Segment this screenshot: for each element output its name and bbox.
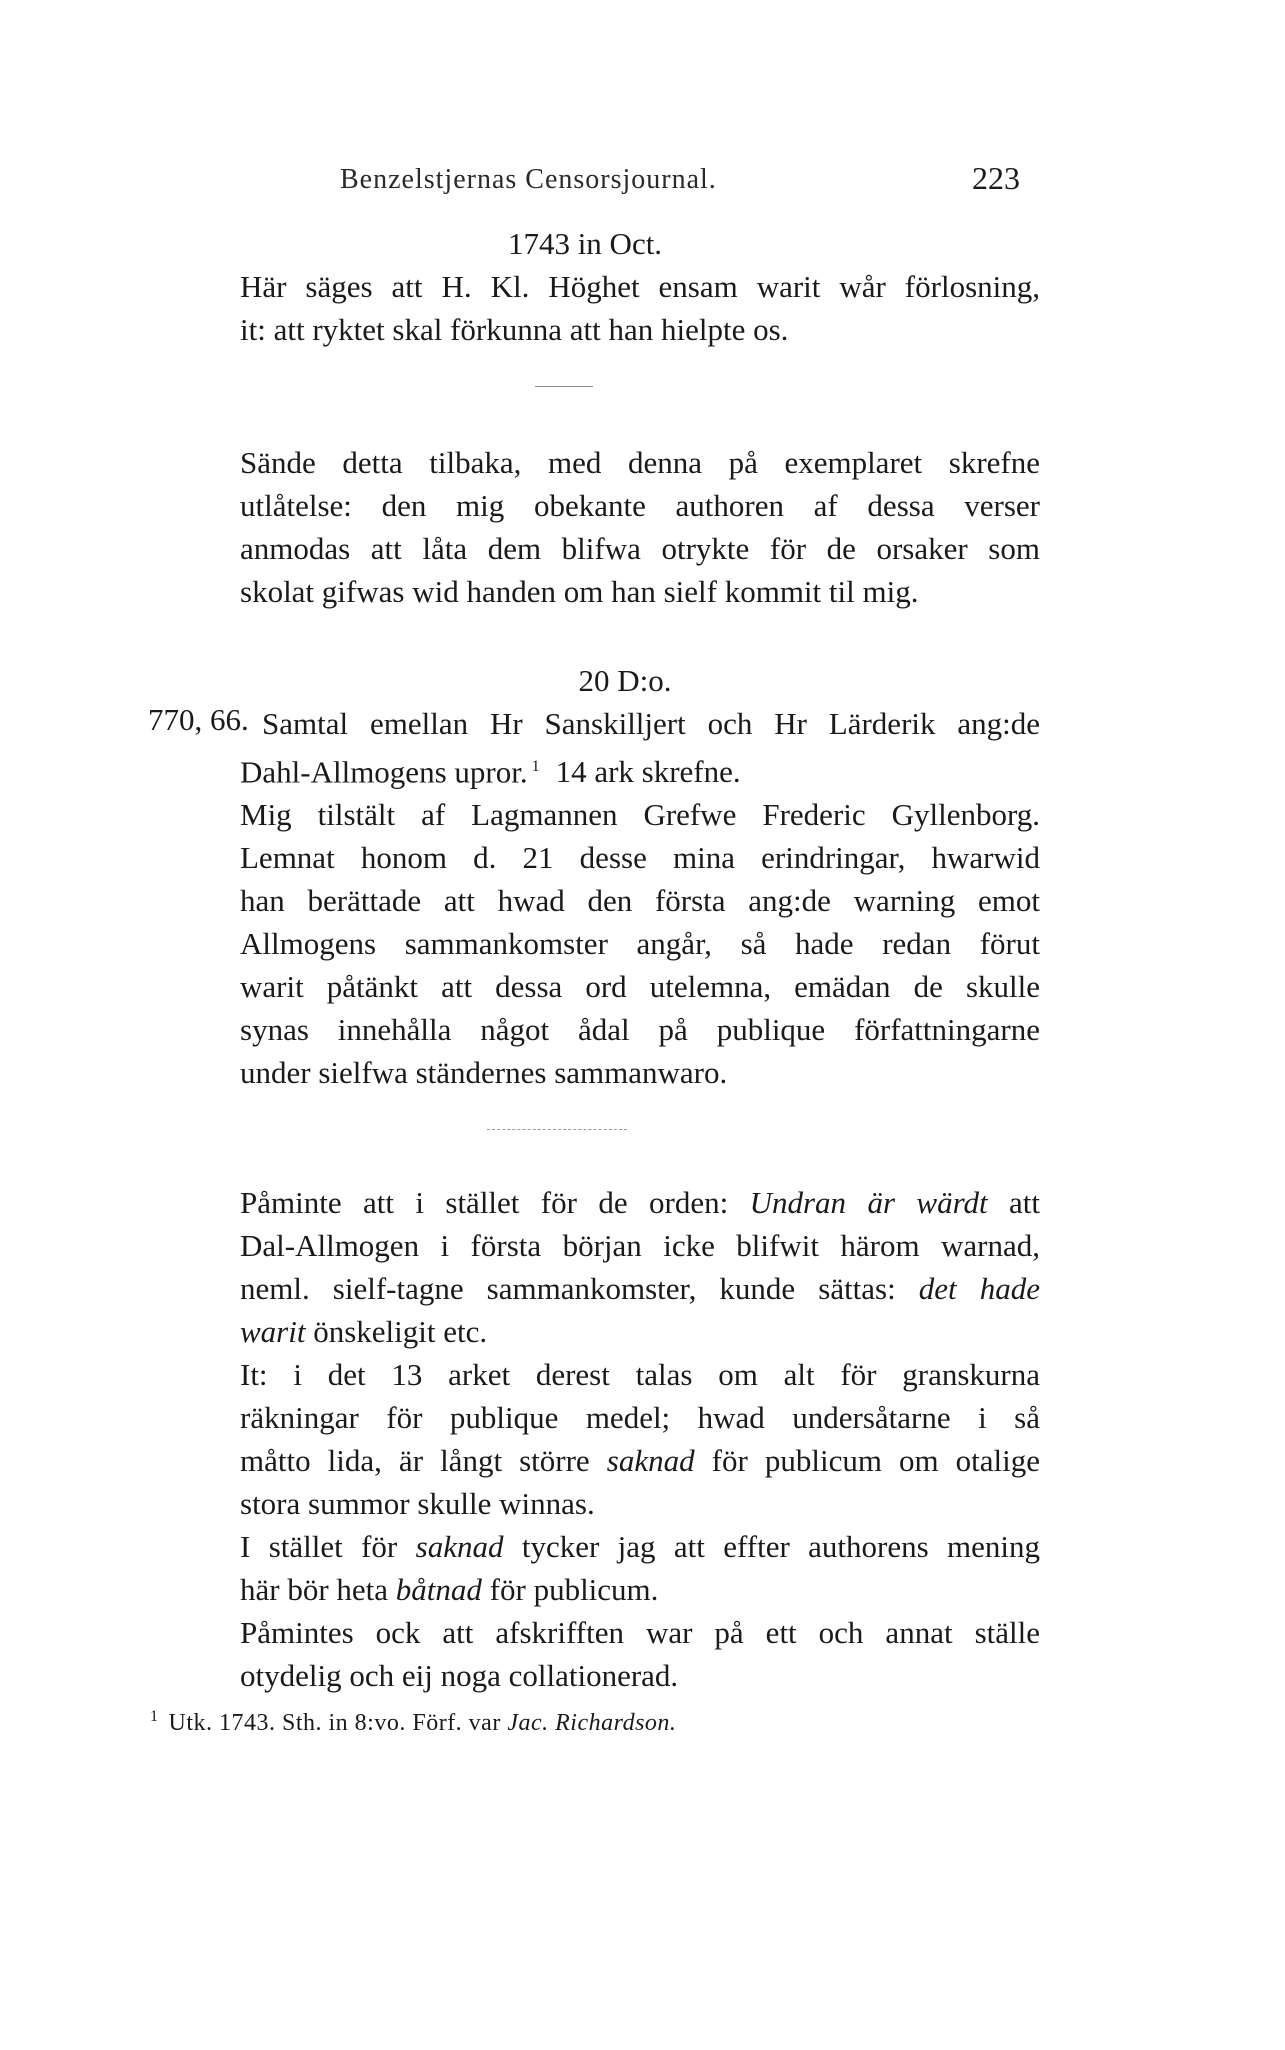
entry-1-date: 1743 in Oct. bbox=[507, 226, 663, 261]
entry-4-line: otydelig och eij noga collationerad. bbox=[240, 1658, 679, 1693]
entry-4-text: tycker jag att effter authorens mening bbox=[521, 1529, 1041, 1564]
entry-1-line: Här säges att H. Kl. Höghet ensam warit wår förlosning, bbox=[240, 269, 1040, 304]
entry-4-line bbox=[240, 1267, 1040, 1310]
entry-3 bbox=[240, 659, 1040, 702]
entry-4-line: Påmintes ock att afskrifften war på ett och annat ställe bbox=[240, 1615, 1040, 1650]
entry-1 bbox=[240, 222, 1040, 351]
entry-3-line: under sielfwa ständernes sammanwaro. bbox=[240, 1055, 728, 1091]
entry-2 bbox=[240, 441, 1040, 613]
entry-2-line: Sände detta tilbaka, med denna på exemplaret skrefne bbox=[240, 445, 1040, 480]
entry-4-emphasis: saknad bbox=[606, 1443, 695, 1478]
entry-4-emphasis: Undran är wärdt bbox=[749, 1185, 988, 1220]
entry-4-text: Påminte att i stället för de orden: bbox=[240, 1185, 729, 1220]
entry-4-line bbox=[240, 1568, 1040, 1611]
entry-4-text: för publicum om otalige bbox=[711, 1443, 1041, 1478]
entry-3-line: Lemnat honom d. 21 desse mina erindringar, hwarwid bbox=[240, 840, 1040, 876]
entry-4-line: Dal-Allmogen i första början icke blifwit härom warnad, bbox=[240, 1228, 1040, 1263]
entry-3-line: warit påtänkt att dessa ord utelemna, emädan de skulle bbox=[240, 969, 1040, 1005]
entry-4-line: räkningar för publique medel; hwad undersåtarne i så bbox=[240, 1400, 1040, 1435]
entry-4-emphasis: warit bbox=[240, 1314, 306, 1349]
entry-4-emphasis: det hade bbox=[918, 1271, 1040, 1306]
entry-3-line bbox=[240, 745, 1040, 793]
entry-4-emphasis: båtnad bbox=[395, 1572, 482, 1607]
page-number: 223 bbox=[972, 160, 1020, 196]
entry-2-line: skolat gifwas wid handen om han sielf kommit til mig. bbox=[240, 574, 919, 609]
catalog-reference: 770, 66. bbox=[148, 702, 249, 737]
entry-3-body-cont bbox=[240, 745, 1040, 1094]
entry-4-text: måtto lida, är långt större bbox=[240, 1443, 590, 1478]
footnote-author: Jac. Richardson. bbox=[507, 1710, 677, 1736]
entry-4-text: neml. sielf-tagne sammankomster, kunde sättas: bbox=[240, 1271, 896, 1306]
entry-4-line bbox=[240, 1181, 1040, 1224]
footnote bbox=[150, 1708, 910, 1737]
entry-4-line: It: i det 13 arket derest talas om alt för granskurna bbox=[240, 1357, 1040, 1392]
entry-4-line bbox=[240, 1439, 1040, 1482]
entry-3-body bbox=[262, 702, 1040, 745]
page-header bbox=[240, 160, 1020, 200]
entry-3-text: Dahl-Allmogens upror. bbox=[240, 754, 528, 790]
entry-3-text: 14 ark skrefne. bbox=[555, 754, 741, 790]
entry-4-text: I stället för bbox=[240, 1529, 398, 1564]
entry-4-line bbox=[240, 1525, 1040, 1568]
footnote-text: Utk. 1743. Sth. in 8:vo. Förf. var bbox=[168, 1710, 501, 1736]
entry-3-line: Mig tilstält af Lagmannen Grefwe Frederic Gyllenborg. bbox=[240, 797, 1040, 833]
entry-3-line: Samtal emellan Hr Sanskilljert och Hr Lärderik ang:de bbox=[262, 706, 1040, 741]
entry-4-text: att bbox=[1009, 1185, 1041, 1220]
entry-4-text: önskeligit etc. bbox=[313, 1314, 488, 1349]
footnote-marker: 1 bbox=[531, 758, 540, 775]
entry-4-line bbox=[240, 1310, 1040, 1353]
entry-3-date: 20 D:o. bbox=[578, 663, 672, 698]
running-title: Benzelstjernas Censorsjournal. bbox=[340, 164, 717, 195]
entry-2-line: utlåtelse: den mig obekante authoren af dessa verser bbox=[240, 488, 1040, 523]
entry-3-line: Allmogens sammankomster angår, så hade redan förut bbox=[240, 926, 1040, 962]
footnote-marker: 1 bbox=[150, 1708, 159, 1725]
entry-4-emphasis: saknad bbox=[415, 1529, 504, 1564]
entry-4-text: för publicum. bbox=[489, 1572, 659, 1607]
separator-rule bbox=[487, 1129, 627, 1130]
entry-1-line: it: att ryktet skal förkunna att han hielpte os. bbox=[240, 312, 789, 347]
entry-4-line: stora summor skulle winnas. bbox=[240, 1486, 595, 1521]
entry-4 bbox=[240, 1181, 1040, 1697]
entry-2-line: anmodas att låta dem blifwa otrykte för de orsaker som bbox=[240, 531, 1040, 566]
separator-rule bbox=[535, 386, 593, 387]
entry-3-line: synas innehålla något ådal på publique författningarne bbox=[240, 1012, 1040, 1048]
entry-4-text: här bör heta bbox=[240, 1572, 389, 1607]
entry-3-line: han berättade att hwad den första ang:de warning emot bbox=[240, 883, 1040, 919]
